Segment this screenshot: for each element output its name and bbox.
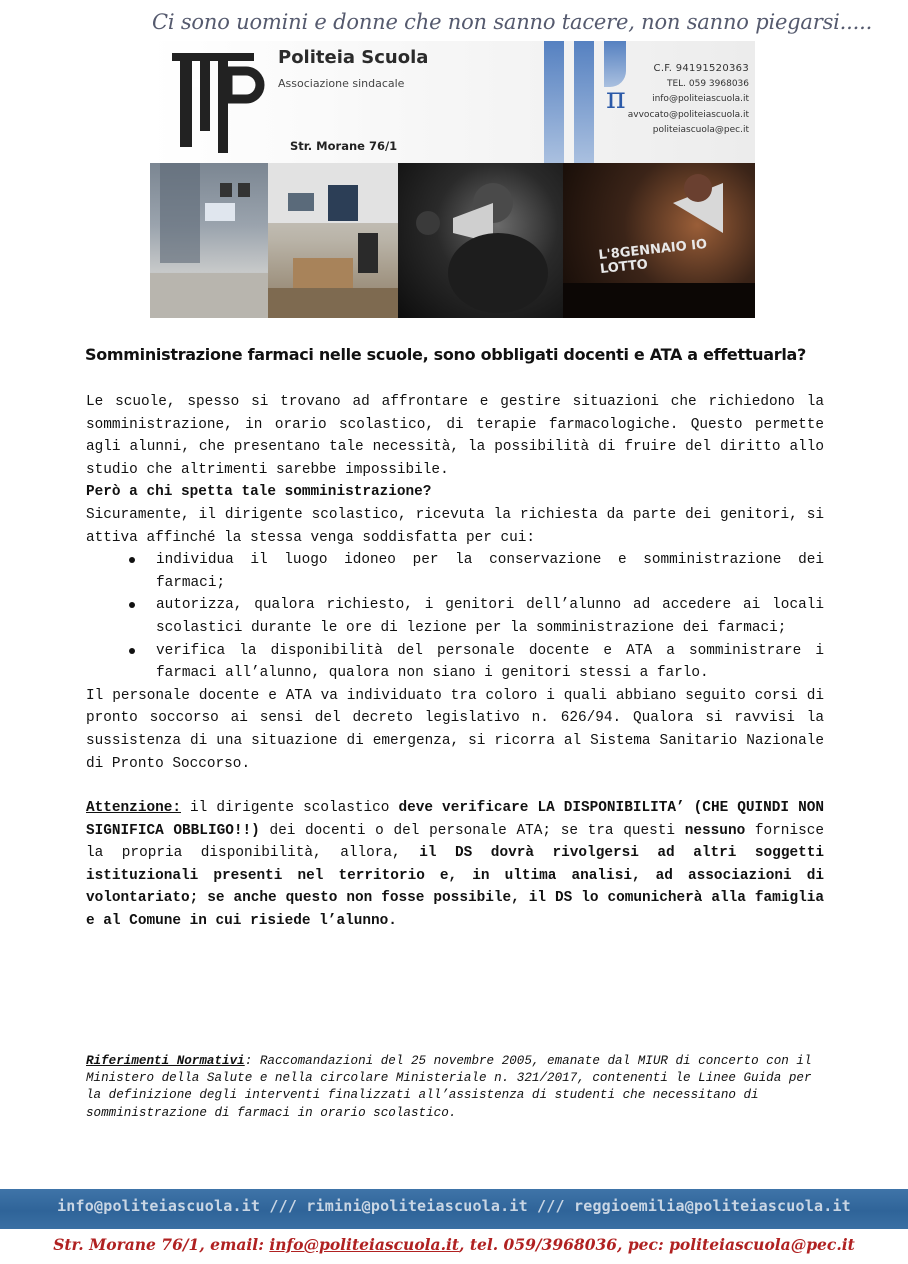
lead-paragraph: Sicuramente, il dirigente scolastico, ricevuta la richiesta da parte dei genitori, si attiva affinché la stessa venga soddisfatta per cui:: [86, 506, 824, 546]
office-door-photo: [150, 163, 268, 318]
article-title: Somministrazione farmaci nelle scuole, sono obbligati docenti e ATA a effettuarla?: [85, 345, 807, 364]
protest-crowd-photo: [398, 163, 563, 318]
references-block: [86, 1053, 826, 1122]
attention-paragraph: [86, 797, 824, 933]
contacts-block: [619, 61, 749, 139]
org-address: Str. Morane 76/1: [290, 139, 398, 153]
politeia-logo-icon: [172, 49, 254, 153]
attention-label: Attenzione:: [86, 800, 181, 817]
email-pec: politeiascuola@pec.it: [652, 125, 749, 135]
pi-icon: π: [606, 81, 626, 116]
attention-bold-3: il DS dovrà rivolgersi ad altri soggetti istituzionali presenti nel territorio e, in ultima analisi, ad associazioni di volontariato; se anche questo non fosse possibile, il DS lo comunicherà alla famiglia e al Comune in cui risiede l’alunno.: [86, 845, 824, 930]
attention-text-1: il dirigente scolastico: [181, 800, 399, 817]
motto: Ci sono uomini e donne che non sanno tacere, non sanno piegarsi.....: [152, 10, 873, 34]
footer-email-link[interactable]: info@politeiascuola.it: [269, 1235, 460, 1254]
list-item: individua il luogo idoneo per la conservazione e somministrazione dei farmaci;: [86, 549, 824, 594]
footer-address: [0, 1235, 908, 1254]
fiscal-code: C.F. 94191520363: [653, 63, 749, 74]
article-body: [86, 391, 824, 933]
intro-paragraph: Le scuole, spesso si trovano ad affrontare e gestire situazioni che richiedono la somministrazione, in orario scolastico, di terapie farmacologiche. Questo permette agli alunni, che presentano tale necessità, la possibilità di fruire del diritto allo studio che altrimenti sarebbe impossibile.: [86, 394, 824, 478]
poster-text: L'8GENNAIO IO LOTTO: [597, 236, 708, 278]
attention-bold-1: deve verificare LA DISPONIBILITA’ (CHE QUINDI NON SIGNIFICA OBBLIGO!!): [86, 800, 825, 839]
footer-emails: info@politeiascuola.it /// rimini@politeiascuola.it /// reggioemilia@politeiascuola.it: [57, 1197, 851, 1215]
office-room-photo: [268, 163, 398, 318]
attention-bold-2: nessuno: [684, 822, 746, 839]
phone: TEL. 059 3968036: [666, 78, 749, 89]
header-banner: [150, 3, 873, 318]
logo-panel: [150, 41, 755, 163]
attention-text-2: dei docenti o del personale ATA; se tra questi: [259, 822, 685, 839]
list-item: verifica la disponibilità del personale docente e ATA a somministrare i farmaci all’alunno, qualora non siano i genitori stessi a farlo.: [86, 640, 824, 685]
duties-list: [86, 549, 824, 685]
org-name: Politeia Scuola: [278, 47, 429, 68]
photo-strip: [150, 163, 755, 318]
email-info: info@politeiascuola.it: [652, 94, 749, 104]
footer-address-suffix: , tel. 059/3968036, pec: politeiascuola@pec.it: [459, 1235, 855, 1254]
footer-address-prefix: Str. Morane 76/1, email:: [53, 1235, 270, 1254]
question-heading: Però a chi spetta tale somministrazione?: [86, 484, 432, 501]
attention-text-3: fornisce la propria disponibilità, allora,: [86, 822, 824, 862]
email-avvocato: avvocato@politeiascuola.it: [627, 109, 749, 120]
references-text: : Raccomandazioni del 25 novembre 2005, emanate dal MIUR di concerto con il Ministero della Salute e nella circolare Ministeriale n. 321/2017, contenenti le Linee Guida per la definizione degli interventi finalizzati all’assistenza di studenti che necessitano di somministrazione di farmaci in orario scolastico.: [86, 1054, 812, 1120]
personnel-paragraph: Il personale docente e ATA va individuato tra coloro i quali abbiano seguito corsi di pronto soccorso ai sensi del decreto legislativo n. 626/94. Qualora si ravvisi la sussistenza di una situazione di emergenza, si ricorra al Sistema Sanitario Nazionale di Pronto Soccorso.: [86, 687, 824, 772]
org-subtitle: Associazione sindacale: [278, 77, 405, 90]
list-item: autorizza, qualora richiesto, i genitori dell’alunno ad accedere ai locali scolastici durante le ore di lezione per la somministrazione dei farmaci;: [86, 594, 824, 639]
protest-poster-photo: [563, 163, 755, 318]
references-label: Riferimenti Normativi: [86, 1054, 245, 1068]
